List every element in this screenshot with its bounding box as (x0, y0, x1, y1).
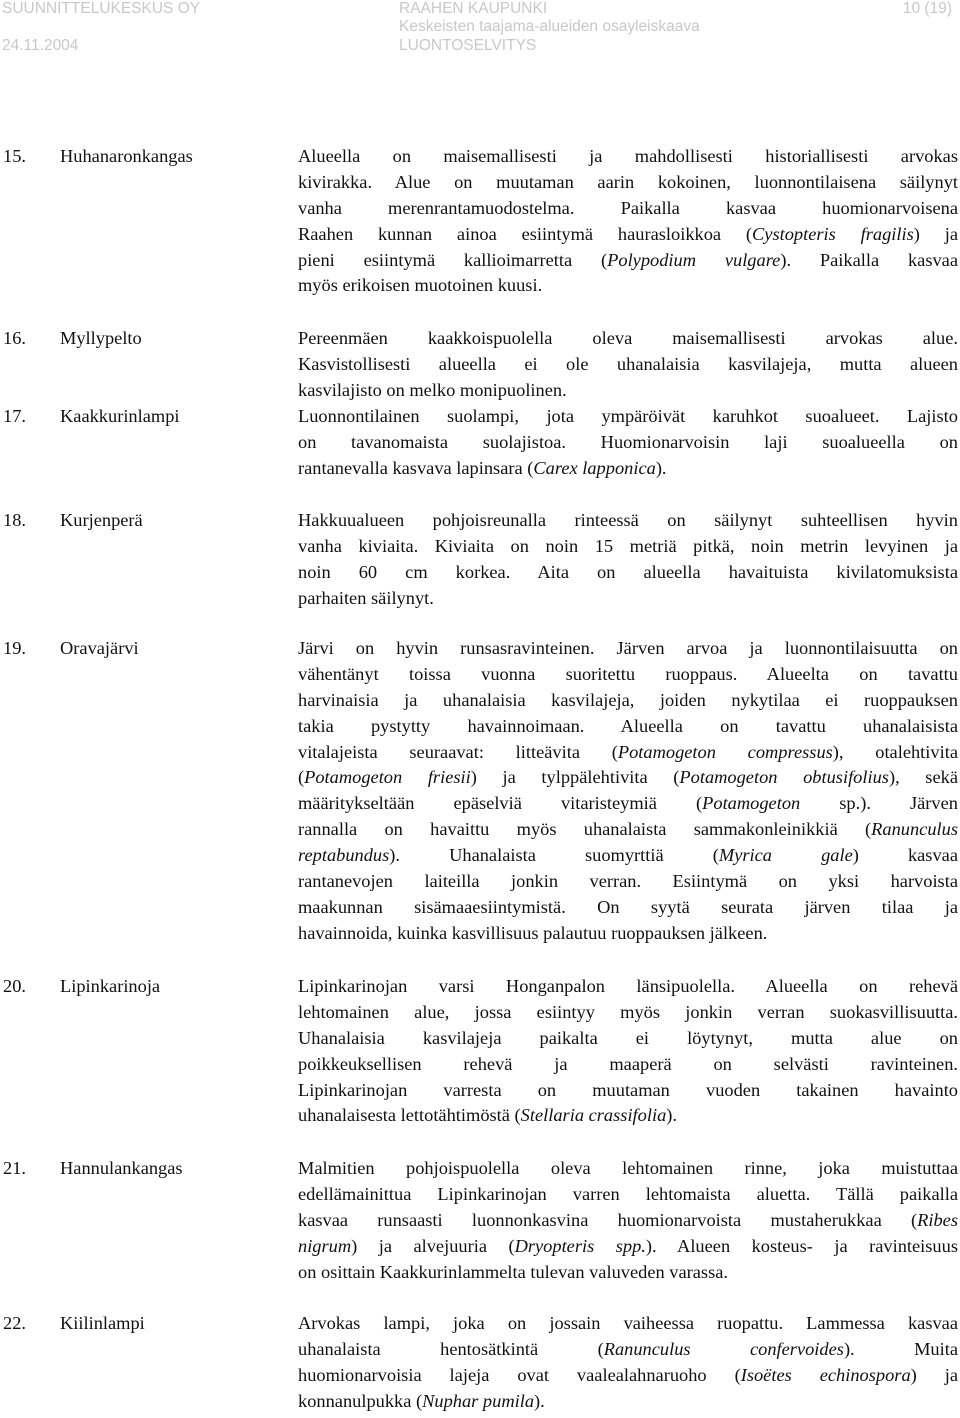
species-name: Ribes (917, 1209, 958, 1230)
line-text: ) ja (913, 223, 958, 244)
description-line (298, 534, 958, 560)
line-text: vitalajeista seuraavat: litteävita ( (298, 741, 618, 762)
line-text: ). Uhanalaista suomyrttiä ( (389, 845, 719, 866)
line-text: ) ja tylppälehtivita ( (470, 767, 680, 788)
species-name: Polypodium vulgare (607, 249, 781, 270)
entry-number: 21. (3, 1158, 26, 1178)
entry-description (298, 1311, 958, 1415)
line-text: vanha kiviaita. Kiviaita on noin 15 metriä pitkä, noin metrin levyinen ja (298, 535, 958, 556)
description-line (298, 1026, 958, 1052)
description-line (298, 817, 958, 843)
line-text: Alueella on maisemallisesti ja mahdollisesti historiallisesti arvokas (298, 146, 958, 166)
line-text: Järvi on hyvin runsasravinteinen. Järven arvoa ja luonnontilaisuutta on (298, 638, 958, 658)
line-text: noin 60 cm korkea. Aita on alueella havaituista kivilatomuksista (298, 561, 958, 582)
description-line (298, 404, 958, 430)
description-line (298, 869, 958, 895)
description-line (298, 352, 958, 378)
description-line (298, 456, 958, 482)
line-text: parhaiten säilynyt. (298, 587, 434, 608)
description-line (298, 508, 958, 534)
entry-description (298, 144, 958, 299)
description-line (298, 1078, 958, 1104)
line-text: ). (666, 1105, 678, 1126)
description-line (298, 974, 958, 1000)
description-line (298, 586, 958, 612)
description-line (298, 196, 958, 222)
description-line (298, 1363, 958, 1389)
entry-number: 22. (3, 1313, 26, 1333)
entry-description (298, 1156, 958, 1285)
line-text: poikkeuksellisen rehevä ja maaperä on selvästi ravinteinen. (298, 1053, 958, 1074)
species-name: Dryopteris spp. (514, 1235, 646, 1256)
line-text: ), sekä (888, 767, 958, 788)
description-line (298, 791, 958, 817)
entry-name: Huhanaronkangas (60, 146, 193, 166)
page-number: 10 (19) (902, 0, 952, 17)
species-name: Potamogeton obtusifolius (679, 767, 889, 788)
line-text: ). Paikalla kasvaa (780, 249, 958, 270)
species-name: Isoëtes echinospora (740, 1364, 911, 1385)
line-text: ). Alueen kosteus- ja ravinteisuus (645, 1235, 958, 1256)
line-text: Kasvistollisesti alueella ei ole uhanalaisia kasvilajeja, mutta alueen (298, 353, 958, 374)
entry-description (298, 636, 958, 947)
line-text: ( (298, 767, 305, 788)
species-name: Potamogeton (702, 793, 801, 814)
line-text: Lipinkarinojan varsi Honganpalon länsipuolella. Alueella on rehevä (298, 976, 958, 996)
line-text: rantanevalla kasvava lapinsara ( (298, 457, 534, 478)
entry-description (298, 508, 958, 612)
line-text: myös erikoisen muotoinen kuusi. (298, 275, 543, 296)
description-line (298, 1103, 958, 1129)
description-line (298, 921, 958, 947)
description-line (298, 1156, 958, 1182)
description-line (298, 144, 958, 170)
entry-number: 19. (3, 638, 26, 658)
description-line (298, 248, 958, 274)
description-line (298, 636, 958, 662)
document-date: 24.11.2004 (2, 37, 79, 54)
description-line (298, 273, 958, 299)
species-name: Potamogeton friesii (304, 767, 471, 788)
report-type: LUONTOSELVITYS (399, 37, 537, 54)
line-text: konnanulpukka ( (298, 1390, 423, 1411)
description-line (298, 1052, 958, 1078)
entry-name: Kurjenperä (60, 510, 143, 530)
line-text: Pereenmäen kaakkoispuolella oleva maisemallisesti arvokas alue. (298, 328, 958, 348)
entry-name: Hannulankangas (60, 1158, 183, 1178)
line-text: ) kasvaa (852, 845, 958, 866)
species-name: Cystopteris fragilis (752, 223, 914, 244)
line-text: Luonnontilainen suolampi, jota ympäröivät karuhkot suoalueet. Lajisto (298, 406, 958, 426)
description-line (298, 688, 958, 714)
line-text: edellämainittua Lipinkarinojan varren lehtomaista aluetta. Tällä paikalla (298, 1183, 958, 1204)
entry-name: Kiilinlampi (60, 1313, 145, 1333)
entry-name: Lipinkarinoja (60, 976, 161, 996)
description-line (298, 765, 958, 791)
description-line (298, 222, 958, 248)
entry-number: 17. (3, 406, 26, 426)
description-line (298, 1208, 958, 1234)
species-name: Ranunculus confervoides (603, 1338, 844, 1359)
description-line (298, 170, 958, 196)
line-text: sp.). Järven (800, 793, 958, 814)
description-line (298, 843, 958, 869)
line-text: uhanalaisesta lettotähtimöstä ( (298, 1105, 521, 1126)
line-text: ), otalehtivita (832, 741, 958, 762)
line-text: ). (655, 457, 667, 478)
species-name: Carex lapponica (533, 457, 656, 478)
line-text: kasvaa runsaasti luonnonkasvina huomionarvoista mustaherukkaa ( (298, 1209, 918, 1230)
species-name: reptabundus (298, 845, 390, 866)
entry-name: Oravajärvi (60, 638, 139, 658)
line-text: uhanalaista hentosätkintä ( (298, 1338, 604, 1359)
description-line (298, 714, 958, 740)
line-text: ) ja (910, 1364, 959, 1385)
species-name: nigrum (298, 1235, 352, 1256)
description-line (298, 895, 958, 921)
entry-number: 15. (3, 146, 26, 166)
line-text: harvinaisia ja uhanalaisia kasvilajeja, joiden nykytilaa ei ruoppauksen (298, 689, 958, 710)
description-line (298, 1260, 958, 1286)
entry-number: 18. (3, 510, 26, 530)
entry-description (298, 404, 958, 482)
description-line (298, 1234, 958, 1260)
description-line (298, 326, 958, 352)
entry-number: 20. (3, 976, 26, 996)
line-text: määritykseltään epäselviä vitaristeymiä ( (298, 793, 703, 814)
line-text: rannalla on havaittu myös uhanalaista sammakonleinikkiä ( (298, 819, 872, 840)
line-text: pieni esiintymä kallioimarretta ( (298, 249, 608, 270)
line-text: Hakkuualueen pohjoisreunalla rinteessä on säilynyt suhteellisen hyvin (298, 510, 958, 530)
line-text: Malmitien pohjoispuolella oleva lehtomainen rinne, joka muistuttaa (298, 1158, 958, 1178)
line-text: havainnoida, kuinka kasvillisuus palautuu ruoppauksen jälkeen. (298, 922, 768, 943)
line-text: vanha merenrantamuodostelma. Paikalla kasvaa huomionarvoisena (298, 197, 958, 218)
page-header (0, 0, 960, 60)
line-text: vähentänyt toissa vuonna suoritettu ruoppaus. Alueelta on tavattu (298, 663, 958, 684)
line-text: huomionarvoisia lajeja ovat vaalealahnaruoho ( (298, 1364, 741, 1385)
line-text: ). Muita (843, 1338, 958, 1359)
municipality: RAAHEN KAUPUNKI (399, 0, 548, 17)
description-line (298, 378, 958, 404)
plan-name: Keskeisten taajama-alueiden osayleiskaava (399, 18, 700, 35)
species-name: Myrica gale (718, 845, 853, 866)
entry-description (298, 326, 958, 404)
description-line (298, 560, 958, 586)
species-name: Ranunculus (871, 819, 958, 840)
description-line (298, 662, 958, 688)
description-line (298, 1389, 958, 1415)
line-text: maakunnan sisämaaesiintymistä. On syytä seurata järven tilaa ja (298, 896, 958, 917)
description-line (298, 1337, 958, 1363)
line-text: lehtomainen alue, jossa esiintyy myös jonkin verran suokasvillisuutta. (298, 1001, 958, 1022)
entry-name: Kaakkurinlampi (60, 406, 180, 426)
species-name: Stellaria crassifolia (520, 1105, 667, 1126)
line-text: Raahen kunnan ainoa esiintymä haurasloikkoa ( (298, 223, 753, 244)
line-text: ). (534, 1390, 545, 1411)
line-text: on tavanomaista suolajistoa. Huomionarvoisin laji suoalueella on (298, 431, 958, 452)
line-text: rantanevojen laiteilla jonkin verran. Esiintymä on yksi harvoista (298, 871, 958, 892)
entry-name: Myllypelto (60, 328, 142, 348)
entry-description (298, 974, 958, 1129)
line-text: on osittain Kaakkurinlammelta tulevan valuveden varassa. (298, 1261, 728, 1282)
company-name: SUUNNITTELUKESKUS OY (2, 0, 201, 17)
description-line (298, 1311, 958, 1337)
line-text: Arvokas lampi, joka on jossain vaiheessa ruopattu. Lammessa kasvaa (298, 1313, 958, 1333)
line-text: kasvilajisto on melko monipuolinen. (298, 379, 567, 400)
line-text: kivirakka. Alue on muutaman aarin kokoinen, luonnontilaisena säilynyt (298, 171, 958, 192)
description-line (298, 1182, 958, 1208)
line-text: ) ja alvejuuria ( (351, 1235, 515, 1256)
description-line (298, 1000, 958, 1026)
line-text: takia pystytty havainnoimaan. Alueella on tavattu uhanalaisista (298, 715, 958, 736)
species-name: Nuphar pumila (422, 1390, 535, 1411)
entry-number: 16. (3, 328, 26, 348)
species-name: Potamogeton compressus (617, 741, 833, 762)
description-line (298, 430, 958, 456)
line-text: Uhanalaisia kasvilajeja paikalta ei löytynyt, mutta alue on (298, 1027, 958, 1048)
line-text: Lipinkarinojan varresta on muutaman vuoden takainen havainto (298, 1079, 958, 1100)
description-line (298, 740, 958, 766)
